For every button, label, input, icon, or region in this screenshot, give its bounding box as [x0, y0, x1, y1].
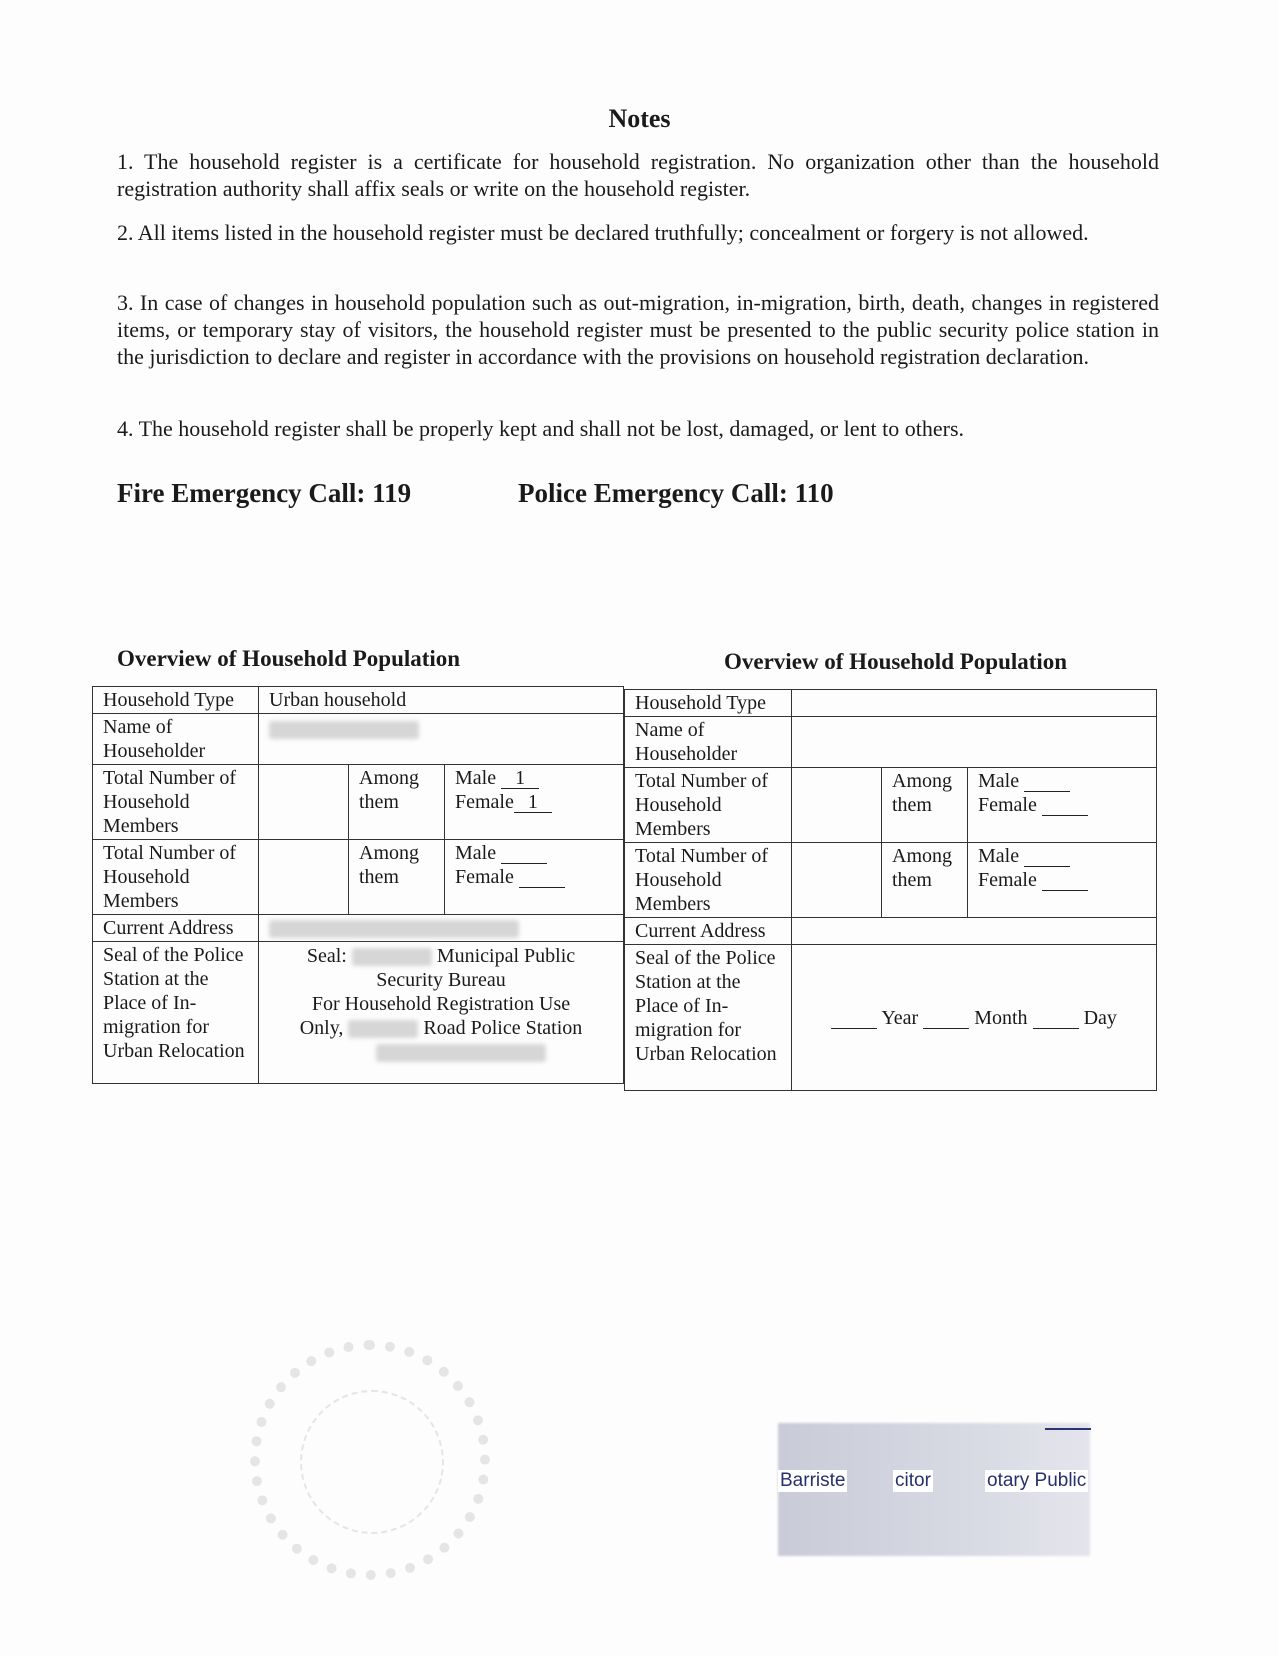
members2-label: Total Number of Household Members [625, 843, 792, 918]
redaction-block [352, 948, 432, 966]
seal-line1: Municipal Public [436, 945, 576, 967]
address-value [792, 918, 1157, 945]
members2-male-blank [1024, 846, 1070, 867]
notary-stamp-fragment-3: otary Public [987, 1470, 1087, 1491]
address-value-redacted [259, 915, 624, 942]
householder-value-redacted [259, 714, 624, 765]
members2-total-value [792, 843, 882, 918]
overview-right-table [624, 689, 1157, 1091]
household-type-label: Household Type [625, 690, 792, 717]
members1-female-blank [1042, 795, 1088, 816]
overview-left-table [92, 686, 624, 1084]
address-label: Current Address [625, 918, 792, 945]
note-item-4: 4. The household register shall be properly kept and shall not be lost, damaged, or lent to others. [117, 416, 965, 441]
seal-content [259, 942, 624, 1084]
household-type-value [792, 690, 1157, 717]
members1-total-value [792, 768, 882, 843]
table-row [93, 714, 624, 765]
fire-emergency-call: Fire Emergency Call: 119 [117, 478, 412, 508]
seal-label: Seal of the Police Station at the Place of In-migration for Urban Relocation [93, 942, 259, 1084]
members2-gender [445, 840, 624, 915]
table-row [625, 945, 1157, 1091]
members2-male-label: Male [978, 845, 1020, 867]
members1-female-value: 1 [514, 792, 552, 813]
members1-male-value: 1 [501, 768, 539, 789]
members2-among: Among them [882, 843, 968, 918]
table-row [625, 690, 1157, 717]
notary-stamp-fragment-1: Barriste [780, 1470, 846, 1491]
seal-inner-ring [300, 1390, 444, 1534]
table-row [93, 765, 624, 840]
household-type-value: Urban household [259, 687, 624, 714]
note-item-3: 3. In case of changes in household population such as out-migration, in-migration, birth, death, changes in registered items, or temporary stay of visitors, the household register must be presented to the public security police station in the jurisdiction to declare and register in accordance with the provisions on household registration declaration. [117, 290, 1159, 369]
members2-female-blank [1042, 870, 1088, 891]
members1-among: Among them [349, 765, 445, 840]
members1-male-label: Male [978, 770, 1020, 792]
householder-label: Name of Householder [625, 717, 792, 768]
seal-line2: Security Bureau [376, 969, 506, 991]
embossed-seal-icon [250, 1340, 490, 1580]
members2-male-blank [501, 843, 547, 864]
members1-gender [445, 765, 624, 840]
table-row [93, 942, 624, 1084]
members1-female-label: Female [455, 791, 514, 813]
table-row [93, 915, 624, 942]
month-label: Month [974, 1006, 1028, 1029]
day-label: Day [1083, 1006, 1117, 1029]
seal-line4-prefix: Only, [299, 1017, 344, 1039]
members2-male-label: Male [455, 842, 497, 864]
notary-stamp-fragment-2: citor [895, 1470, 931, 1491]
members2-female-label: Female [978, 869, 1037, 891]
members1-gender [968, 768, 1157, 843]
address-label: Current Address [93, 915, 259, 942]
table-row [93, 687, 624, 714]
month-blank [923, 1008, 969, 1029]
members1-female-label: Female [978, 794, 1037, 816]
members1-male-label: Male [455, 767, 497, 789]
members2-label: Total Number of Household Members [93, 840, 259, 915]
household-type-label: Household Type [93, 687, 259, 714]
overview-right-title: Overview of Household Population [724, 649, 1068, 674]
members2-gender [968, 843, 1157, 918]
note-item-2: 2. All items listed in the household register must be declared truthfully; concealment or forgery is not allowed. [117, 220, 1089, 245]
seal-label: Seal of the Police Station at the Place of In-migration for Urban Relocation [625, 945, 792, 1091]
members2-among: Among them [349, 840, 445, 915]
table-row [625, 918, 1157, 945]
notes-title: Notes [608, 104, 671, 133]
redaction-block [269, 721, 419, 739]
members1-male-blank [1024, 771, 1070, 792]
note-item-1: 1. The household register is a certificate for household registration. No organization other than the household registration authority shall affix seals or write on the household register. [117, 149, 1159, 201]
table-row [93, 840, 624, 915]
members1-among: Among them [882, 768, 968, 843]
year-label: Year [881, 1006, 919, 1029]
redaction-block [348, 1020, 418, 1038]
overview-left-title: Overview of Household Population [117, 646, 461, 671]
police-emergency-call: Police Emergency Call: 110 [518, 478, 834, 508]
table-row [625, 768, 1157, 843]
notary-stamp-rule [1045, 1428, 1091, 1430]
members2-female-label: Female [455, 866, 514, 888]
members1-label: Total Number of Household Members [625, 768, 792, 843]
members1-total-value [259, 765, 349, 840]
table-row [625, 717, 1157, 768]
seal-date [792, 945, 1157, 1091]
householder-value [792, 717, 1157, 768]
seal-prefix: Seal: [306, 945, 347, 967]
householder-label: Name of Householder [93, 714, 259, 765]
year-blank [831, 1008, 877, 1029]
seal-line3: For Household Registration Use [311, 993, 571, 1015]
day-blank [1033, 1008, 1079, 1029]
members2-female-blank [519, 867, 565, 888]
table-row [625, 843, 1157, 918]
members2-total-value [259, 840, 349, 915]
redaction-block [376, 1044, 546, 1062]
seal-line4: Road Police Station [423, 1017, 583, 1039]
members1-label: Total Number of Household Members [93, 765, 259, 840]
redaction-block [269, 920, 519, 938]
